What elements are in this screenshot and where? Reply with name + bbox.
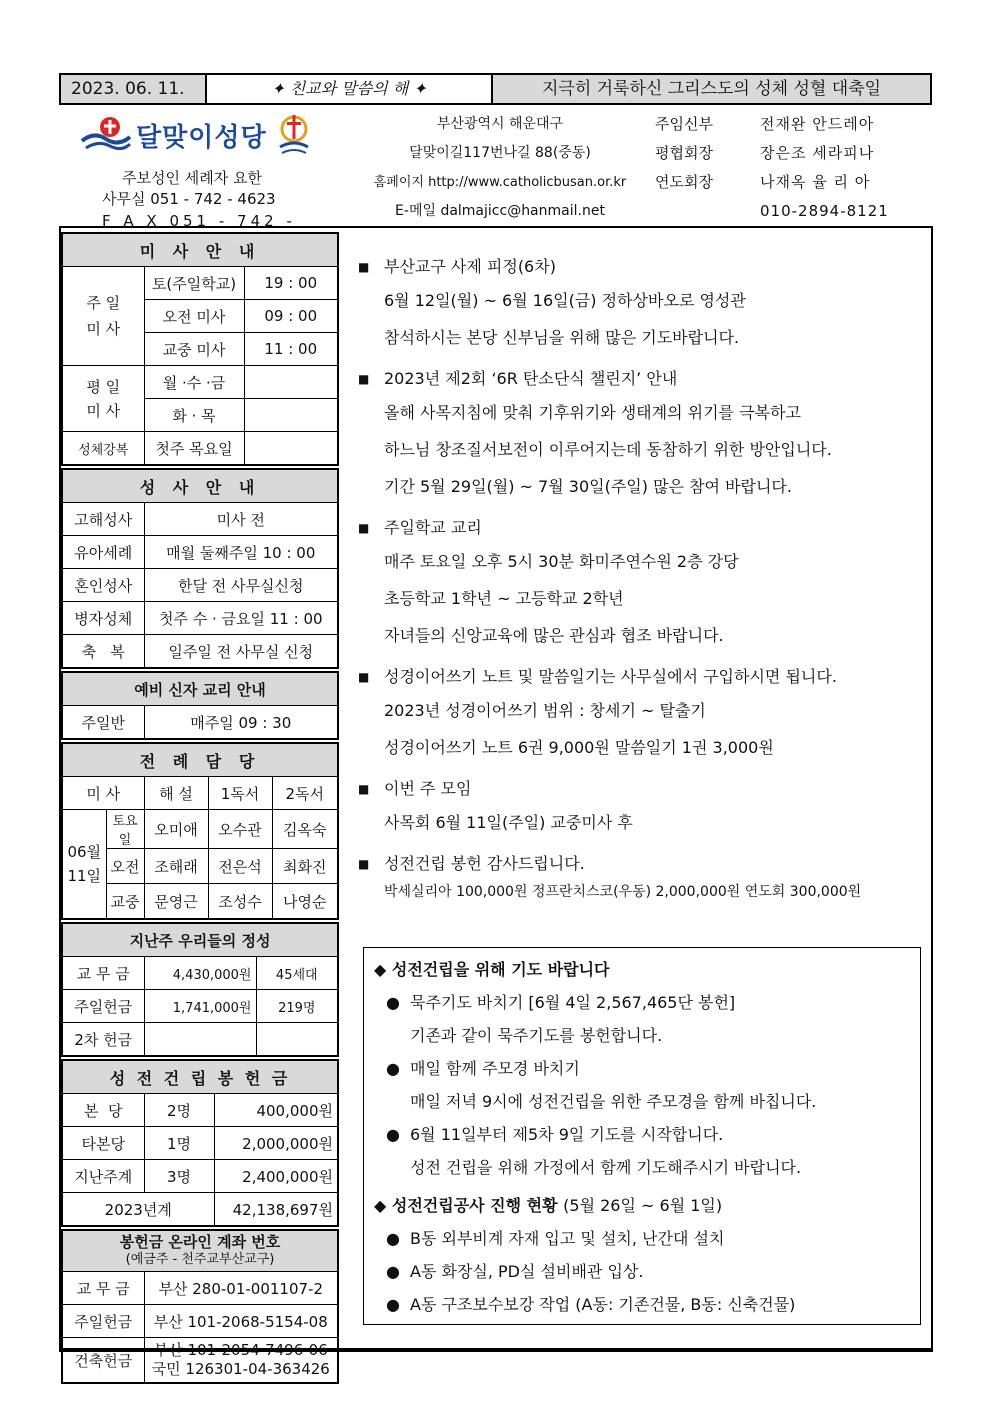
square-bullet-icon: ■ bbox=[358, 670, 370, 684]
offering-count: 45세대 bbox=[256, 957, 338, 990]
prayer-item-detail: 매일 저녁 9시에 성전건립을 위한 주모경을 함께 바칩니다. bbox=[410, 1092, 817, 1111]
adoration-time bbox=[244, 432, 338, 466]
sacrament-name: 혼인성사 bbox=[62, 569, 144, 602]
liturgy-header: 2독서 bbox=[272, 777, 338, 810]
liturgy-commentary: 문영근 bbox=[144, 884, 208, 920]
sacrament-value: 미사 전 bbox=[144, 503, 338, 536]
homepage-link[interactable]: 홈페이지 http://www.catholicbusan.or.kr bbox=[373, 175, 627, 190]
offering-table bbox=[61, 922, 339, 1057]
parish-logo-block bbox=[70, 110, 330, 230]
mass-time: 19 : 00 bbox=[244, 267, 338, 300]
notice-line: 2023년 성경이어쓰기 범위 : 창세기 ~ 탈출기 bbox=[384, 701, 706, 720]
notice-title: 이번 주 모임 bbox=[384, 779, 472, 798]
adoration-value: 첫주 목요일 bbox=[144, 432, 244, 466]
mass-name: 교중 미사 bbox=[144, 333, 244, 366]
account-name: 건축헌금 bbox=[62, 1338, 144, 1384]
mass-name: 오전 미사 bbox=[144, 300, 244, 333]
sacrament-value: 일주일 전 사무실 신청 bbox=[144, 635, 338, 669]
notice-item bbox=[358, 849, 928, 905]
fund-count: 3명 bbox=[144, 1160, 214, 1193]
left-column bbox=[61, 232, 337, 1386]
fund-count: 1명 bbox=[144, 1127, 214, 1160]
notice-line: 하느님 창조질서보전이 이루어지는데 동참하기 위한 방안입니다. bbox=[384, 440, 832, 459]
bullet-dot-icon: ● bbox=[386, 1125, 400, 1144]
account-number bbox=[144, 1338, 338, 1384]
liturgy-reading1: 전은석 bbox=[208, 849, 272, 884]
offering-count: 219명 bbox=[256, 990, 338, 1023]
liturgy-reading2: 김옥숙 bbox=[272, 810, 338, 849]
patron-saint: 주보성인 세례자 요한 bbox=[122, 169, 262, 187]
building-fund-table bbox=[61, 1059, 339, 1227]
bulletin-date: 2023. 06. 11. bbox=[61, 75, 207, 103]
notice-line: 기간 5월 29일(월) ~ 7월 30일(주일) 많은 참여 바랍니다. bbox=[384, 477, 792, 496]
liturgy-commentary: 조해래 bbox=[144, 849, 208, 884]
sacraments-title: 성 사 안 내 bbox=[62, 469, 338, 503]
notices-column bbox=[358, 252, 928, 913]
bottom-rule bbox=[59, 1350, 933, 1352]
sunday-mass-label: 주 일 미 사 bbox=[62, 267, 144, 366]
catechumen-label: 주일반 bbox=[62, 706, 144, 740]
notice-line: 참석하시는 본당 신부님을 위해 많은 기도바랍니다. bbox=[384, 328, 740, 347]
sacrament-value: 첫주 수 · 금요일 11 : 00 bbox=[144, 602, 338, 635]
prayer-item-detail: 성전 건립을 위해 가정에서 함께 기도해주시기 바랍니다. bbox=[410, 1158, 802, 1177]
address-line-1: 부산광역시 해운대구 bbox=[436, 116, 564, 132]
square-bullet-icon: ■ bbox=[358, 782, 370, 796]
notice-item bbox=[358, 364, 928, 505]
liturgy-table bbox=[61, 742, 339, 920]
prayer-item: ● 6월 11일부터 제5차 9일 기도를 시작합니다. bbox=[374, 1118, 910, 1151]
fund-amount: 2,400,000원 bbox=[214, 1160, 338, 1193]
mass-name: 토(주일학교) bbox=[144, 267, 244, 300]
fund-amount: 2,000,000원 bbox=[214, 1127, 338, 1160]
offering-title: 지난주 우리들의 정성 bbox=[62, 923, 338, 957]
notice-line: 사목회 6월 11일(주일) 교중미사 후 bbox=[384, 813, 633, 832]
mass-schedule-title: 미 사 안 내 bbox=[62, 233, 338, 267]
office-phone: 사무실 051 - 742 - 4623 bbox=[102, 190, 276, 208]
notice-title: 성경이어쓰기 노트 및 말씀일기는 사무실에서 구입하시면 됩니다. bbox=[384, 667, 837, 686]
construction-item: ● A동 화장실, PD실 설비배관 입상. bbox=[374, 1255, 910, 1288]
square-bullet-icon: ■ bbox=[358, 521, 370, 535]
construction-heading: ◆ 성전건립공사 진행 현황 (5월 26일 ~ 6월 1일) bbox=[374, 1196, 723, 1215]
sacrament-name: 병자성체 bbox=[62, 602, 144, 635]
staff-list bbox=[655, 110, 915, 226]
mass-name: 화 · 목 bbox=[144, 399, 244, 432]
catechumen-value: 매주일 09 : 30 bbox=[144, 706, 338, 740]
year-motto: ✦ 친교와 말씀의 해 ✦ bbox=[207, 75, 493, 103]
notice-title: 성전건립 봉헌 감사드립니다. bbox=[384, 854, 585, 873]
square-bullet-icon: ■ bbox=[358, 857, 370, 871]
sacrament-value: 한달 전 사무실신청 bbox=[144, 569, 338, 602]
notice-title: 2023년 제2회 ‘6R 탄소단식 챌린지’ 안내 bbox=[384, 369, 678, 388]
square-bullet-icon: ■ bbox=[358, 372, 370, 386]
account-number: 부산 101-2068-5154-08 bbox=[144, 1305, 338, 1338]
notice-item bbox=[358, 774, 928, 841]
liturgy-title: 전 례 담 당 bbox=[62, 743, 338, 777]
account-title-main: 봉헌금 온라인 계좌 번호 bbox=[119, 1233, 281, 1251]
construction-item: ● A동 구조보수보강 작업 (A동: 기존건물, B동: 신축건물) bbox=[374, 1288, 910, 1321]
sacrament-name: 축 복 bbox=[62, 635, 144, 669]
notice-title: 부산교구 사제 피정(6차) bbox=[384, 257, 556, 276]
building-account-1: 부산 101-2054-7496-06 bbox=[153, 1341, 328, 1359]
header-bar bbox=[59, 73, 932, 105]
notice-line: 매주 토요일 오후 5시 30분 화미주연수원 2층 강당 bbox=[384, 552, 739, 571]
bullet-dot-icon: ● bbox=[386, 1295, 400, 1314]
offering-name: 주일헌금 bbox=[62, 990, 144, 1023]
liturgy-header: 해 설 bbox=[144, 777, 208, 810]
construction-item: ● B동 외부비계 자재 입고 및 설치, 난간대 설치 bbox=[374, 1222, 910, 1255]
offering-amount: 4,430,000원 bbox=[144, 957, 256, 990]
adoration-label: 성체강복 bbox=[62, 432, 144, 466]
prayer-item: ● 매일 함께 주모경 바치기 bbox=[374, 1052, 910, 1085]
liturgy-commentary: 오미애 bbox=[144, 810, 208, 849]
notice-line: 6월 12일(월) ~ 6월 16일(금) 정하상바오로 영성관 bbox=[384, 291, 746, 310]
liturgy-mass: 토요일 bbox=[106, 810, 144, 849]
prayer-item-detail: 기존과 같이 묵주기도를 봉헌합니다. bbox=[410, 1026, 663, 1045]
weekday-mass-label: 평 일 미 사 bbox=[62, 366, 144, 432]
fund-name: 본 당 bbox=[62, 1094, 144, 1127]
staff-row: 평협회장 장은조 세라피나 bbox=[655, 144, 875, 162]
prayer-item: ● 묵주기도 바치기 [6월 4일 2,567,465단 봉헌] bbox=[374, 986, 910, 1019]
catechumen-table bbox=[61, 671, 339, 740]
staff-row: 010-2894-8121 bbox=[760, 202, 889, 220]
parish-name: 달맞이성당 bbox=[136, 122, 267, 153]
liturgy-header: 1독서 bbox=[208, 777, 272, 810]
fund-year-label: 2023년계 bbox=[62, 1193, 214, 1227]
account-name: 주일헌금 bbox=[62, 1305, 144, 1338]
catechumen-title: 예비 신자 교리 안내 bbox=[62, 672, 338, 706]
fund-year-total: 42,138,697원 bbox=[214, 1193, 338, 1227]
parish-address-block bbox=[355, 110, 645, 226]
offering-count bbox=[256, 1023, 338, 1057]
account-title bbox=[62, 1230, 338, 1272]
liturgy-header: 미 사 bbox=[62, 777, 144, 810]
liturgy-reading2: 나영순 bbox=[272, 884, 338, 920]
liturgy-reading1: 조성수 bbox=[208, 884, 272, 920]
liturgy-reading2: 최화진 bbox=[272, 849, 338, 884]
square-bullet-icon: ■ bbox=[358, 260, 370, 274]
liturgy-mass: 교중 bbox=[106, 884, 144, 920]
office-fax: F A X 051 - 742 - bbox=[102, 212, 296, 230]
offering-amount bbox=[144, 1023, 256, 1057]
mass-time bbox=[244, 366, 338, 399]
address-line-2: 달맞이길117번나길 88(중동) bbox=[409, 145, 591, 161]
liturgy-date: 06월 11일 bbox=[62, 810, 106, 920]
notice-item bbox=[358, 662, 928, 766]
parish-wave-logo-icon bbox=[80, 115, 132, 155]
prayer-box bbox=[363, 947, 921, 1325]
liturgy-reading1: 오수관 bbox=[208, 810, 272, 849]
sacrament-name: 고해성사 bbox=[62, 503, 144, 536]
mass-name: 월 ·수 ·금 bbox=[144, 366, 244, 399]
account-holder: (예금주 - 천주교부산교구) bbox=[125, 1252, 275, 1267]
prayer-heading: ◆ 성전건립을 위해 기도 바랍니다 bbox=[374, 960, 610, 979]
mass-time: 09 : 00 bbox=[244, 300, 338, 333]
staff-row: 연도회장 나재옥 율 리 아 bbox=[655, 173, 871, 191]
mass-time: 11 : 00 bbox=[244, 333, 338, 366]
fund-count: 2명 bbox=[144, 1094, 214, 1127]
notice-item bbox=[358, 252, 928, 356]
notice-item bbox=[358, 513, 928, 654]
sacraments-table bbox=[61, 468, 339, 669]
mass-time bbox=[244, 399, 338, 432]
offering-name: 2차 헌금 bbox=[62, 1023, 144, 1057]
building-fund-title: 성 전 건 립 봉 헌 금 bbox=[62, 1060, 338, 1094]
online-account-table bbox=[61, 1229, 339, 1384]
bullet-dot-icon: ● bbox=[386, 1059, 400, 1078]
sacrament-value: 매월 둘째주일 10 : 00 bbox=[144, 536, 338, 569]
notice-line: 올해 사목지침에 맞춰 기후위기와 생태계의 위기를 극복하고 bbox=[384, 403, 801, 422]
feast-title: 지극히 거룩하신 그리스도의 성체 성혈 대축일 bbox=[493, 75, 930, 103]
offering-name: 교 무 금 bbox=[62, 957, 144, 990]
notice-line: 박세실리아 100,000원 정프란치스코(우동) 2,000,000원 연도회 300,000원 bbox=[384, 884, 862, 900]
account-name: 교 무 금 bbox=[62, 1272, 144, 1305]
mass-schedule-table bbox=[61, 232, 339, 466]
notice-line: 자녀들의 신앙교육에 많은 관심과 협조 바랍니다. bbox=[384, 626, 724, 645]
bullet-dot-icon: ● bbox=[386, 1262, 400, 1281]
fund-amount: 400,000원 bbox=[214, 1094, 338, 1127]
notice-line: 성경이어쓰기 노트 6권 9,000원 말씀일기 1권 3,000원 bbox=[384, 738, 774, 757]
email-link[interactable]: E-메일 dalmajicc@hanmail.net bbox=[395, 203, 605, 219]
account-number: 부산 280-01-001107-2 bbox=[144, 1272, 338, 1305]
fund-name: 지난주계 bbox=[62, 1160, 144, 1193]
liturgy-mass: 오전 bbox=[106, 849, 144, 884]
notice-line: 초등학교 1학년 ~ 고등학교 2학년 bbox=[384, 589, 624, 608]
building-account-2: 국민 126301-04-363426 bbox=[151, 1360, 330, 1378]
bullet-dot-icon: ● bbox=[386, 1229, 400, 1248]
offering-amount: 1,741,000원 bbox=[144, 990, 256, 1023]
bullet-dot-icon: ● bbox=[386, 993, 400, 1012]
sacrament-name: 유아세례 bbox=[62, 536, 144, 569]
fund-name: 타본당 bbox=[62, 1127, 144, 1160]
staff-row: 주임신부 전재완 안드레아 bbox=[655, 115, 875, 133]
parish-emblem-icon bbox=[277, 113, 311, 157]
notice-title: 주일학교 교리 bbox=[384, 518, 482, 537]
